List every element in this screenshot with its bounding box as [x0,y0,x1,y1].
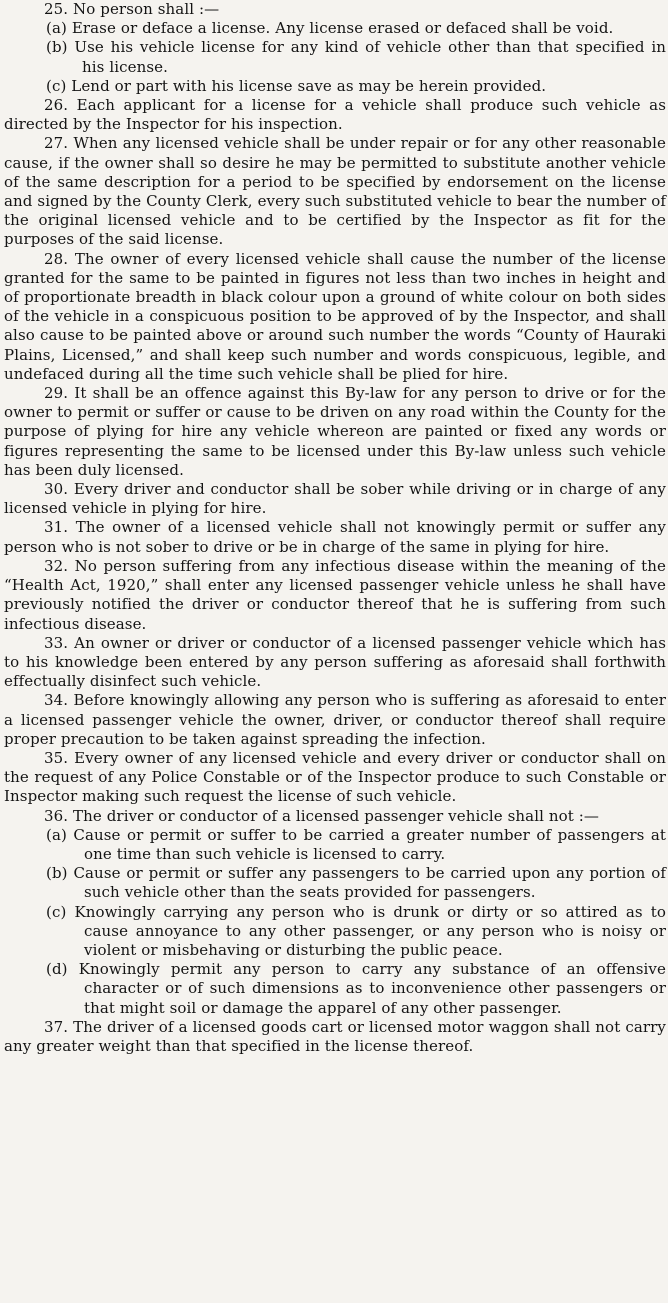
bylaw-text [4,0,666,1056]
clause-36-item-d: (d) Knowingly permit any person to carry any substance of an offensive character or of such dimensions as to inconvenience other passengers or that might soil or damage the apparel of any other passenger. [46,960,666,1017]
clause-26: 26. Each applicant for a license for a vehicle shall produce such vehicle as directed by the Inspector for his inspection. [4,96,666,134]
clause-30: 30. Every driver and conductor shall be sober while driving or in charge of any licensed vehicle in plying for hire. [4,480,666,518]
clause-32: 32. No person suffering from any infectious disease within the meaning of the “Health Act, 1920,” shall enter any licensed passenger vehicle unless he shall have previously notified the driver or conductor thereof that he is suffering from such infectious disease. [4,556,666,633]
clause-31: 31. The owner of a licensed vehicle shall not knowingly permit or suffer any person who is not sober to drive or be in charge of the same in plying for hire. [4,518,666,556]
clause-25-item-c: (c) Lend or part with his license save as may be herein provided. [46,76,547,95]
clause-28: 28. The owner of every licensed vehicle shall cause the number of the license granted for the same to be painted in figures not less than two inches in height and of proportionate breadth in black colour upon a ground of white colour on both sides of the vehicle in a conspicuous position to be approved of by the Inspector, and shall also cause to be painted above or around such number the words “County of Hauraki Plains, Licensed,” and shall keep such number and words conspicuous, legible, and undefaced during all the time such vehicle shall be plied for hire. [4,249,666,383]
clause-37: 37. The driver of a licensed goods cart or licensed motor waggon shall not carry any greater weight than that specified in the license thereof. [4,1017,666,1055]
clause-27: 27. When any licensed vehicle shall be under repair or for any other reasonable cause, if the owner shall so desire he may be permitted to substitute another vehicle of the same description for a period to be specified by endorsement on the license and signed by the County Clerk, every such substituted vehicle to bear the number of the original licensed vehicle and to be certified by the Inspector as fit for the purposes of the said license. [4,134,666,249]
clause-36-item-c: (c) Knowingly carrying any person who is drunk or dirty or so attired as to cause annoyance to any other passenger, or any person who is noisy or violent or misbehaving or disturbing the public peace. [46,902,666,959]
clause-34: 34. Before knowingly allowing any person who is suffering as aforesaid to enter a licensed passenger vehicle the owner, driver, or conductor thereof shall require proper precaution to be taken against spreading the infection. [4,691,666,748]
clause-25-item-b: (b) Use his vehicle license for any kind of vehicle other than that specified in his license. [46,38,666,76]
clause-29: 29. It shall be an offence against this By-law for any person to drive or for the owner to permit or suffer or cause to be driven on any road within the County for the purpose of plying for hire any vehicle whereon are painted or fixed any words or figures representing the same to be licensed under this By-law unless such vehicle has been duly licensed. [4,384,666,479]
clause-33: 33. An owner or driver or conductor of a licensed passenger vehicle which has to his knowledge been entered by any person suffering as aforesaid shall forthwith effectually disinfect such vehicle. [4,633,666,691]
clause-36-item-a: (a) Cause or permit or suffer to be carried a greater number of passengers at one time than such vehicle is licensed to carry. [46,825,666,863]
clause-36-item-b: (b) Cause or permit or suffer any passengers to be carried upon any portion of such vehicle other than the seats provided for passengers. [46,864,666,902]
clause-25-item-a: (a) Erase or deface a license. Any license erased or defaced shall be void. [46,19,614,38]
clause-25-intro: 25. No person shall :— [44,0,220,18]
clause-36-intro: 36. The driver or conductor of a licensed passenger vehicle shall not :— [44,806,600,825]
clause-35: 35. Every owner of any licensed vehicle and every driver or conductor shall on the request of any Police Constable or of the Inspector produce to such Constable or Inspector making such request the license of such vehicle. [4,748,666,806]
